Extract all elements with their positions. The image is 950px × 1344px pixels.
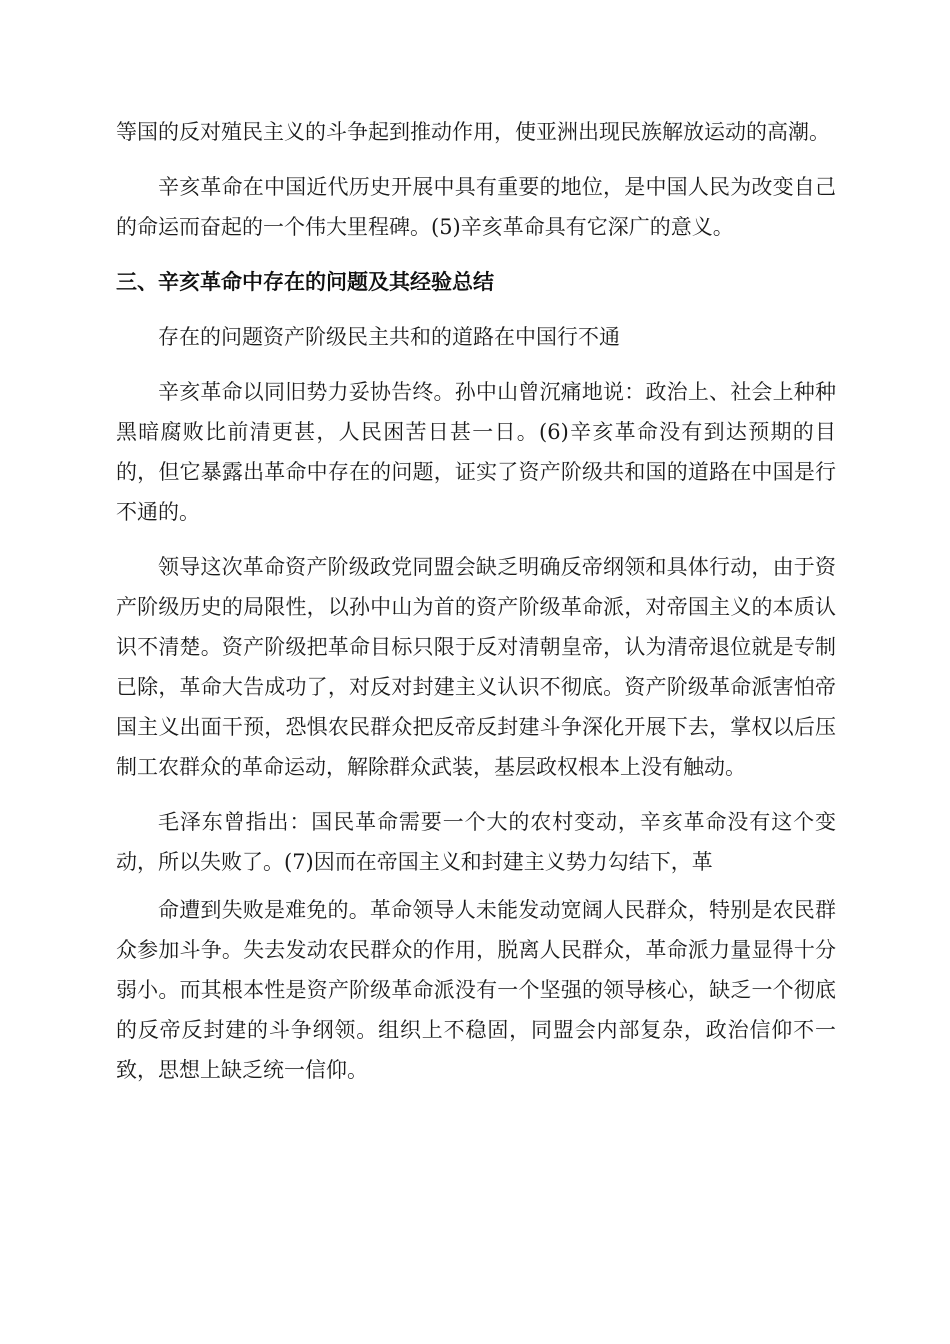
document-body — [116, 112, 836, 1105]
paragraph-failure: 命遭到失败是难免的。革命领导人未能发动宽阔人民群众，特别是农民群众参加斗争。失去发动农民群众的作用，脱离人民群众，革命派力量显得十分弱小。而其根本性是资产阶级革命派没有一个坚强的领导核心，缺乏一个彻底的反帝反封建的斗争纲领。组织上不稳固，同盟会内部复杂，政治信仰不一致，思想上缺乏统一信仰。 — [116, 898, 836, 1082]
paragraph-leadership: 领导这次革命资产阶级政党同盟会缺乏明确反帝纲领和具体行动，由于资产阶级历史的局限性，以孙中山为首的资产阶级革命派，对帝国主义的本质认识不清楚。资产阶级把革命目标只限于反对清朝皇帝，认为清帝退位就是专制已除，革命大告成功了，对反对封建主义认识不彻底。资产阶级革命派害怕帝国主义出面干预，恐惧农民群众把反帝反封建斗争深化开展下去，掌权以后压制工农群众的革命运动，解除群众武装，基层政权根本上没有触动。 — [116, 555, 836, 779]
paragraph-mao-quote: 毛泽东曾指出：国民革命需要一个大的农村变动，辛亥革命没有这个变动，所以失败了。(7)因而在帝国主义和封建主义势力勾结下，革 — [116, 810, 836, 874]
paragraph-significance: 辛亥革命在中国近代历史开展中具有重要的地位，是中国人民为改变自己的命运而奋起的一个伟大里程碑。(5)辛亥革命具有它深广的意义。 — [116, 175, 836, 239]
section-heading: 三、辛亥革命中存在的问题及其经验总结 — [116, 270, 494, 294]
paragraph-problem-title: 存在的问题资产阶级民主共和的道路在中国行不通 — [158, 325, 620, 349]
paragraph-continuation: 等国的反对殖民主义的斗争起到推动作用，使亚洲出现民族解放运动的高潮。 — [116, 120, 830, 144]
paragraph-compromise: 辛亥革命以同旧势力妥协告终。孙中山曾沉痛地说：政治上、社会上种种黑暗腐败比前清更甚，人民困苦日甚一日。(6)辛亥革命没有到达预期的目的，但它暴露出革命中存在的问题，证实了资产阶级共和国的道路在中国是行不通的。 — [116, 380, 836, 524]
